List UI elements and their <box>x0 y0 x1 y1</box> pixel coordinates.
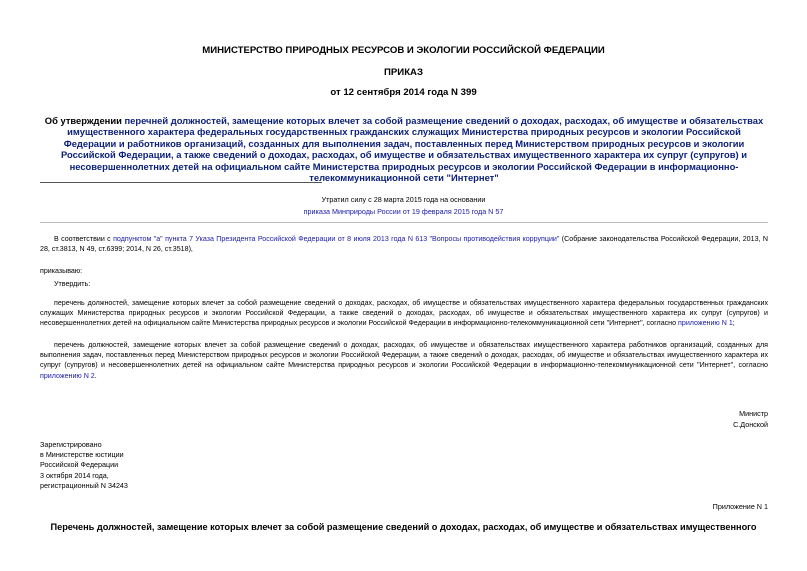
status-line-1: Утратил силу с 28 марта 2015 года на основании <box>321 195 486 204</box>
list-item-1 <box>40 298 768 329</box>
status-rule <box>40 222 768 223</box>
status-line-2-link[interactable]: приказа Минприроды России от 19 февраля 2015 года N 57 <box>303 207 504 216</box>
order-word: приказываю: <box>40 267 83 275</box>
registration-line: Зарегистрировано <box>40 440 102 449</box>
registration-line: 3 октября 2014 года, <box>40 470 109 480</box>
list-item-2 <box>40 340 768 381</box>
doc-type-heading: ПРИКАЗ <box>384 67 423 78</box>
registration-line: Российской Федерации <box>40 460 119 470</box>
preamble-end: (Собрание законодательства Российской Федерации, 2013, N 28, ст.3813, N 49, ст.6399; 2014, N 26, ст.3518), <box>40 235 768 254</box>
registration-block <box>40 440 128 491</box>
appendix-title: Перечень должностей, замещение которых влечет за собой размещение сведений о доходах, расходах, об имуществе и обязательствах имущественного <box>50 522 757 532</box>
item2-text: перечень должностей, замещение которых влечет за собой размещение сведений о доходах, расходах, об имуществе и обязательствах имущественного характера работников организаций, созданных для выполнения задач, поставленных перед Министерством природных ресурсов и экологии Российской Федерации, а также сведений о доходах, расходах, об имуществе и обязательствах имущественного характера их супруг (супругов) и несовершеннолетних детей на официальном сайте Министерства природных ресурсов и экологии Российской Федерации в информационно-телекоммуникационной сети "Интернет", согласно <box>40 341 768 370</box>
preamble-paragraph <box>40 234 768 254</box>
appendix-label: Приложение N 1 <box>712 502 768 511</box>
item1-text: перечень должностей, замещение которых влечет за собой размещение сведений о доходах, расходах, об имуществе и обязательствах имущественного характера федеральных государственных гражданских служащих Министерства природных ресурсов и экологии Российской Федерации, а также сведений о доходах, расходах, об имуществе и обязательствах имущественного характера их супруг (супругов) и несовершеннолетних детей на официальном сайте Министерства природных ресурсов и экологии Российской Федерации в информационно-телекоммуникационной сети "Интернет", согласно <box>40 299 768 328</box>
ministry-heading: МИНИСТЕРСТВО ПРИРОДНЫХ РЕСУРСОВ И ЭКОЛОГИИ РОССИЙСКОЙ ФЕДЕРАЦИИ <box>202 45 605 56</box>
item2-end: . <box>94 371 97 380</box>
subject-link[interactable]: перечней должностей, замещение которых влечет за собой размещение сведений о доходах, расходах, об имуществе и обязательствах имущественного характера федеральных государственных гражданских служащих Министерства природных ресурсов и экологии Российской Федерации и работников организаций, созданных для выполнения задач, поставленных перед Министерством природных ресурсов и экологии Российской Федерации, а также сведений о доходах, расходах, об имуществе и обязательствах имущественного характера их супруг (супругов) и несовершеннолетних детей на официальном сайте Министерства природных ресурсов и экологии Российской Федерации в информационно-телекоммуникационной сети "Интернет" <box>60 115 764 184</box>
signature-name: С.Донской <box>733 420 768 429</box>
approve-word: Утвердить: <box>54 280 91 288</box>
item1-end: ; <box>732 319 735 328</box>
separator-line <box>40 182 322 183</box>
registration-line: в Министерстве юстиции <box>40 450 124 460</box>
doc-date-number: от 12 сентября 2014 года N 399 <box>330 87 477 98</box>
subject-prefix: Об утверждении <box>44 115 125 126</box>
preamble-start: В соответствии с <box>54 235 114 243</box>
signature-position: Министр <box>739 409 768 418</box>
document-subject <box>40 115 768 183</box>
registration-line: регистрационный N 34243 <box>40 480 128 490</box>
appendix-1-link[interactable]: приложению N 1 <box>678 319 733 328</box>
decree-link[interactable]: подпунктом "а" пункта 7 Указа Президента Российской Федерации от 8 июля 2013 года N 613 "Вопросы противодействия коррупции" <box>113 235 560 243</box>
appendix-2-link[interactable]: приложению N 2 <box>40 371 95 380</box>
